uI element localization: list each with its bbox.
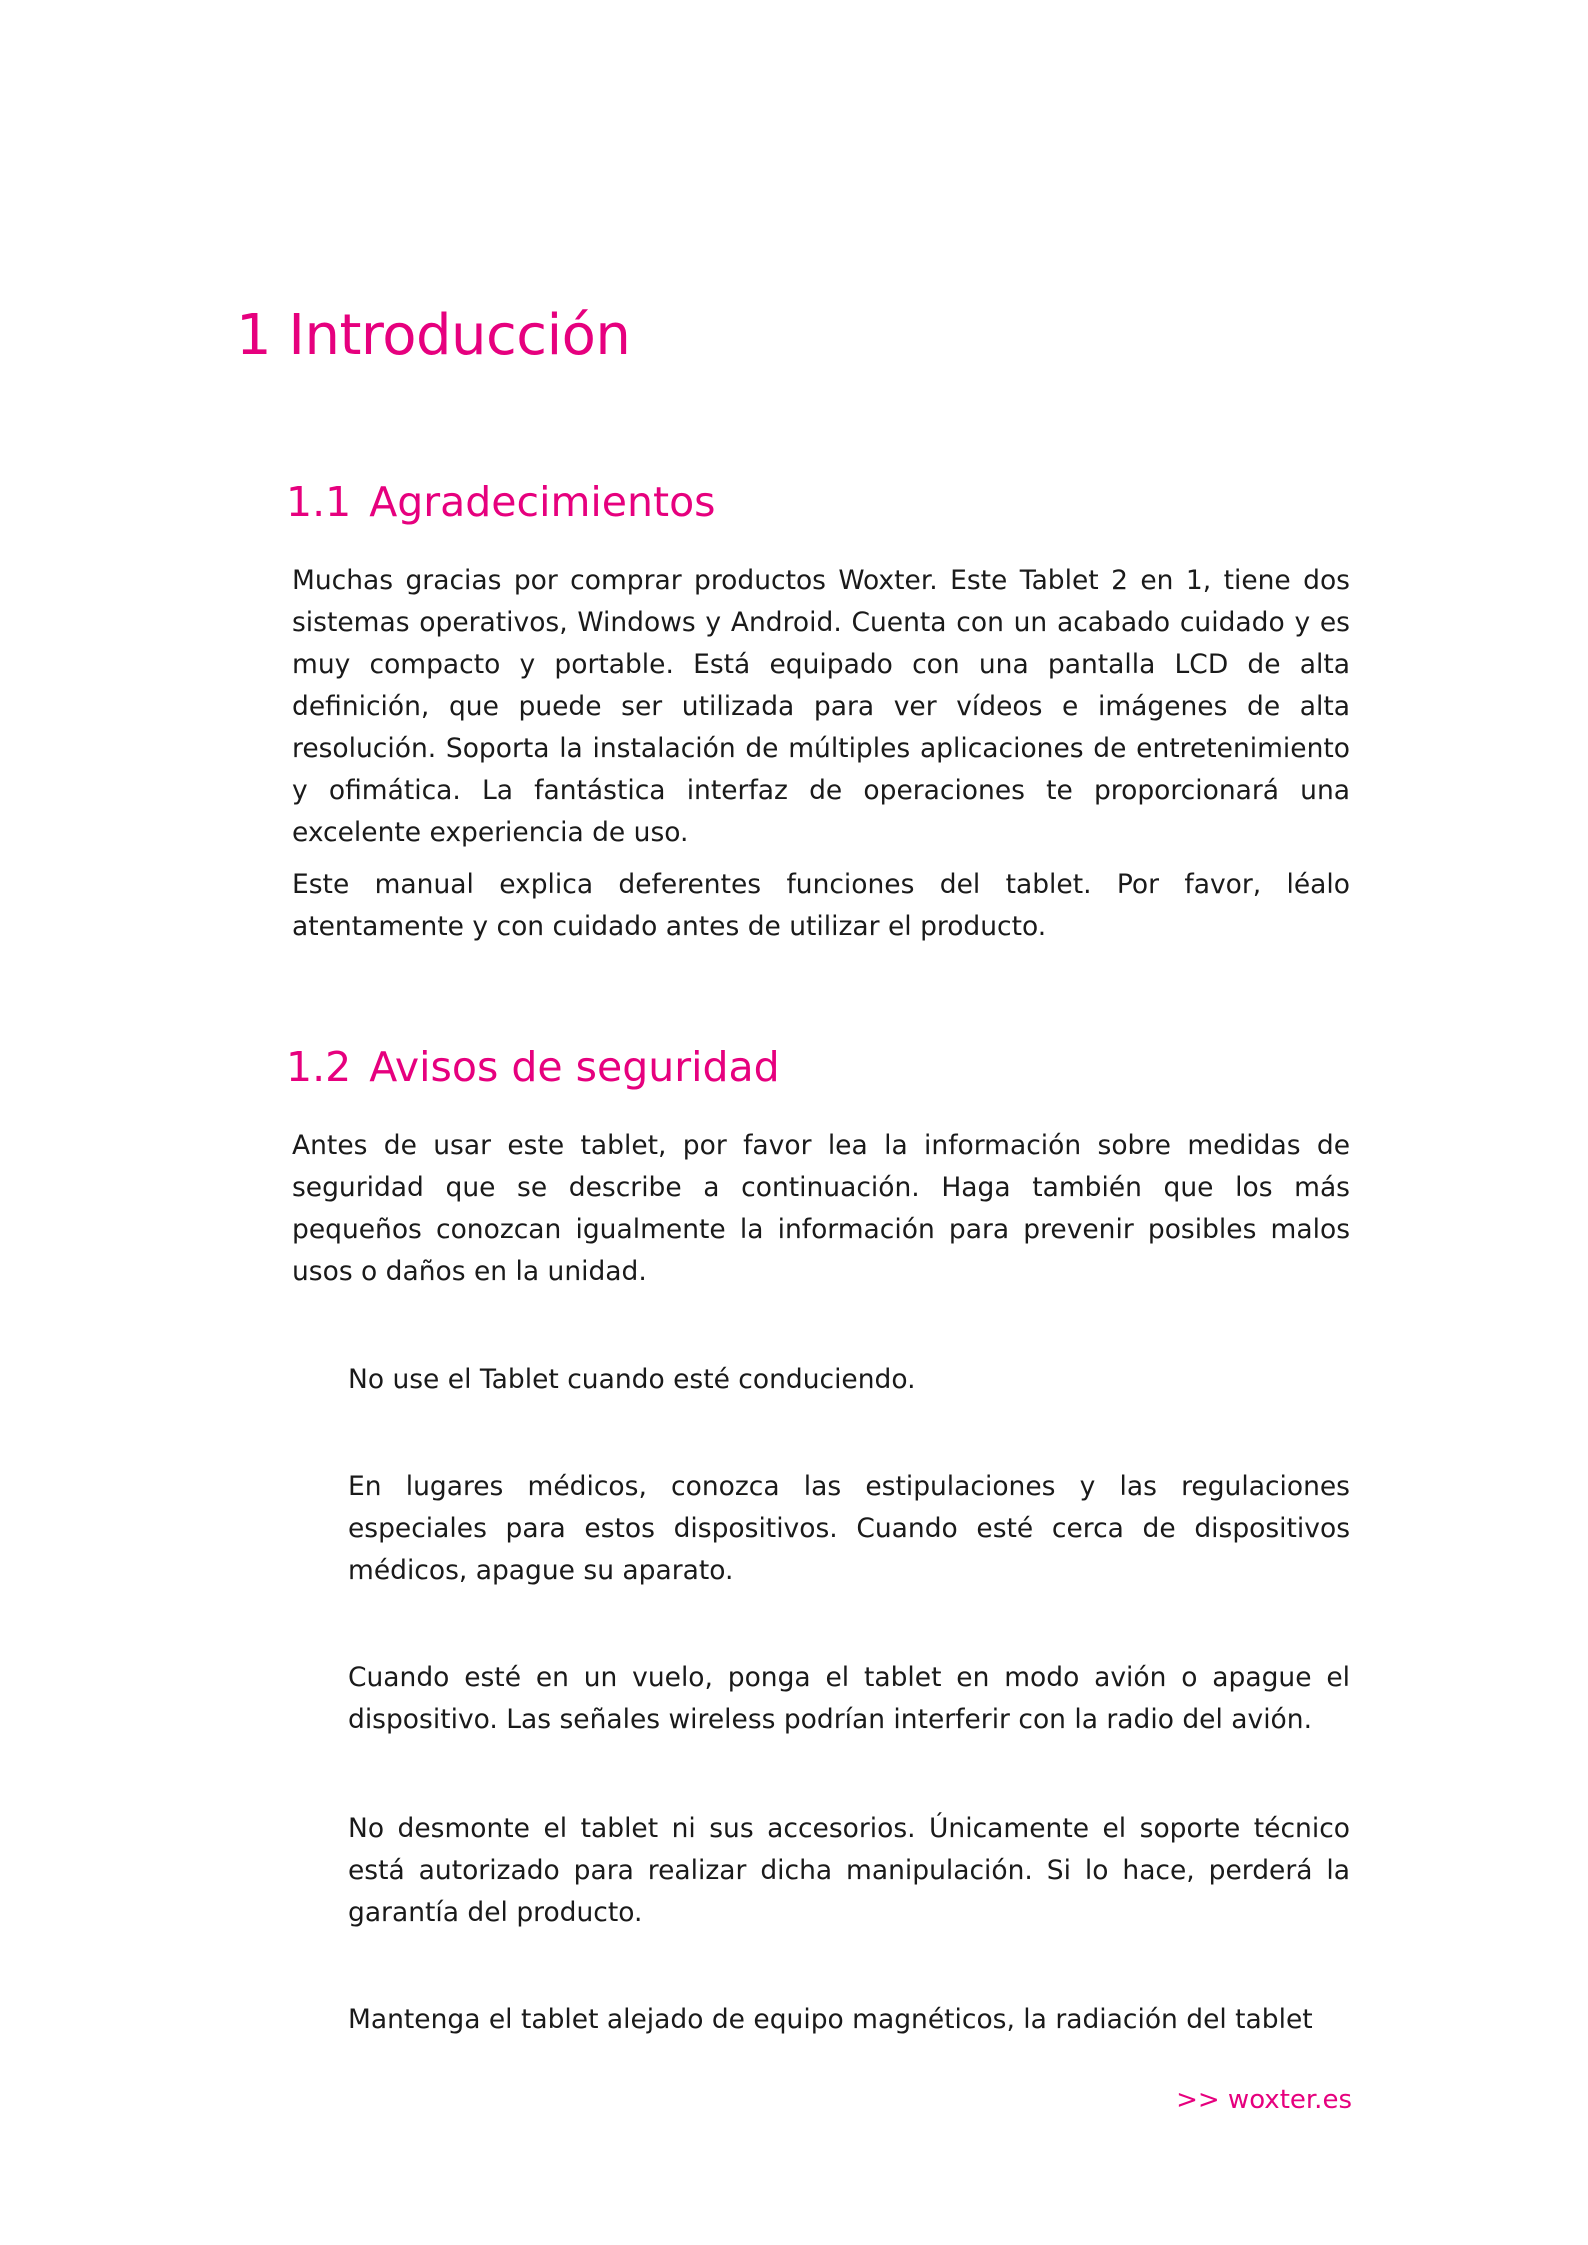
safety-item-flight: Cuando esté en un vuelo, ponga el tablet en modo avión o apague el dispositivo. Las señales wireless podrían interferir con la radio del avión. <box>348 1662 1350 1735</box>
section-title-avisos-de-seguridad <box>286 1043 780 1092</box>
safety-item-medical: En lugares médicos, conozca las estipulaciones y las regulaciones especiales para estos dispositivos. Cuando esté cerca de dispositivos médicos, apague su aparato. <box>348 1471 1350 1586</box>
section-title-agradecimientos <box>286 478 716 527</box>
safety-intro-paragraph: Antes de usar este tablet, por favor lea la información sobre medidas de seguridad que se describe a continuación. Haga también que los más pequeños conozcan igualmente la información para prevenir posibles malos usos o daños en la unidad. <box>292 1130 1350 1287</box>
section-number: 1.2 <box>286 1043 352 1091</box>
chapter-title: 1 Introducción <box>236 303 631 368</box>
section-title-text: Avisos de seguridad <box>369 1043 780 1091</box>
safety-item-magnetic: Mantenga el tablet alejado de equipo magnéticos, la radiación del tablet <box>348 2004 1313 2035</box>
safety-item-driving: No use el Tablet cuando esté conduciendo. <box>348 1364 916 1395</box>
section-number: 1.1 <box>286 478 352 526</box>
safety-item-disassembly: No desmonte el tablet ni sus accesorios. Únicamente el soporte técnico está autorizado para realizar dicha manipulación. Si lo hace, perderá la garantía del producto. <box>348 1813 1350 1928</box>
manual-paragraph: Este manual explica deferentes funciones del tablet. Por favor, léalo atentamente y con cuidado antes de utilizar el producto. <box>292 869 1350 942</box>
footer-website-link[interactable]: >> woxter.es <box>1176 2085 1352 2115</box>
section-title-text: Agradecimientos <box>369 478 716 526</box>
intro-paragraph: Muchas gracias por comprar productos Woxter. Este Tablet 2 en 1, tiene dos sistemas operativos, Windows y Android. Cuenta con un acabado cuidado y es muy compacto y portable. Está equipado con una pantalla LCD de alta definición, que puede ser utilizada para ver vídeos e imágenes de alta resolución. Soporta la instalación de múltiples aplicaciones de entretenimiento y ofimática. La fantástica interfaz de operaciones te proporcionará una excelente experiencia de uso. <box>292 565 1350 848</box>
